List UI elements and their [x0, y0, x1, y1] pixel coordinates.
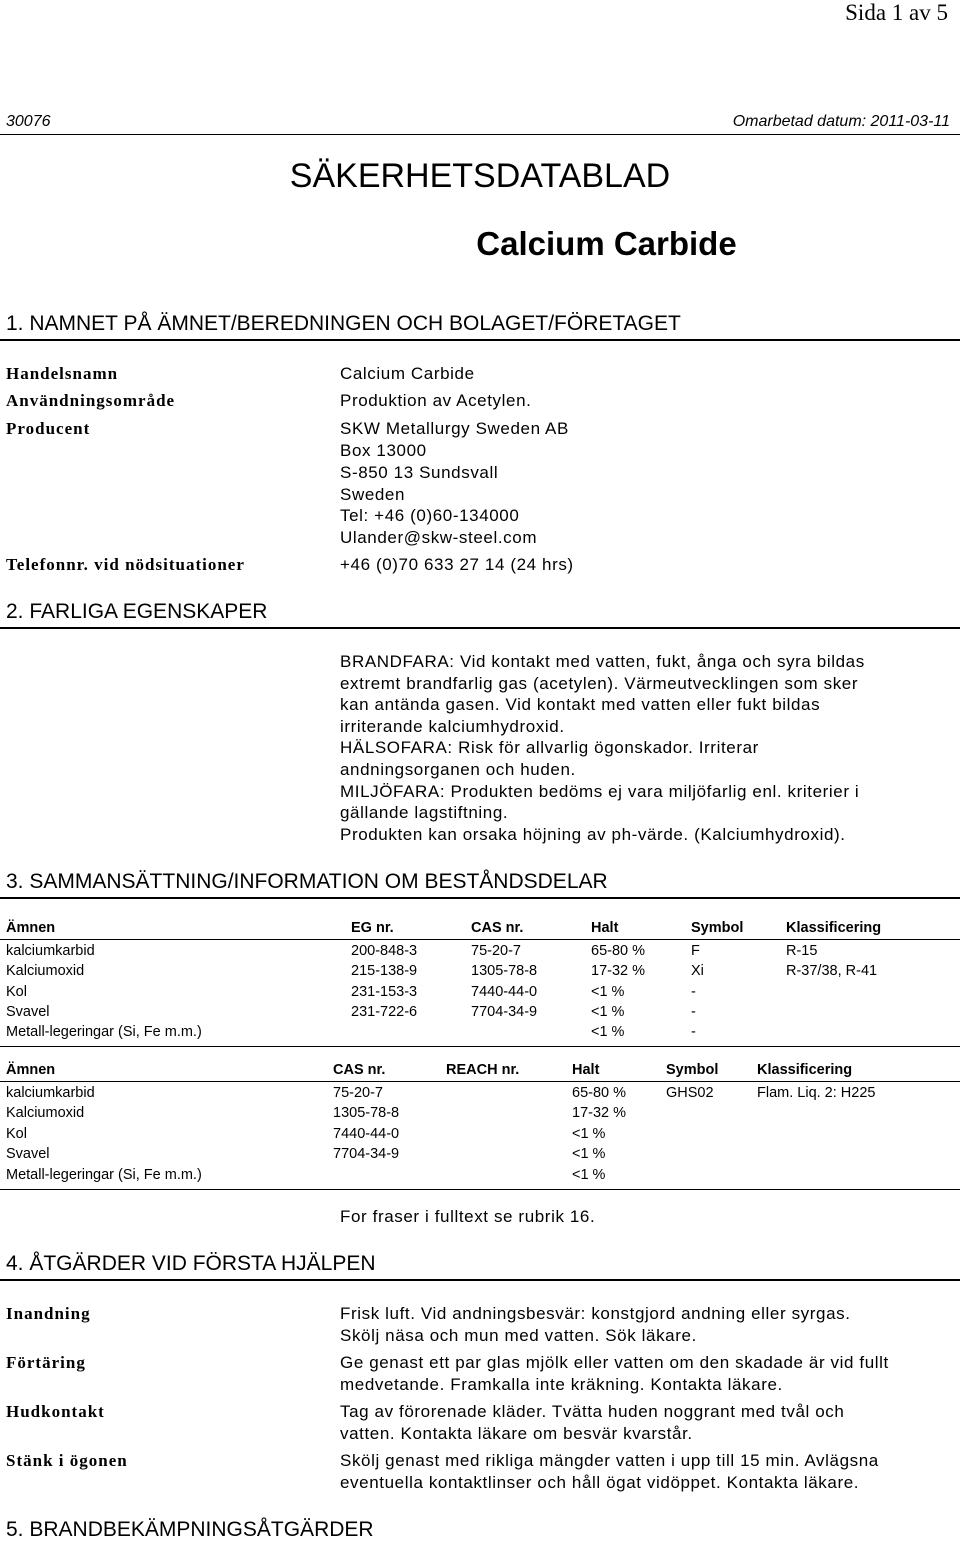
producer-company: SKW Metallurgy Sweden AB [340, 419, 569, 438]
hazard-line: andningsorganen och huden. [340, 760, 576, 779]
section4-heading: 4. ÅTGÄRDER VID FÖRSTA HJÄLPEN [6, 1252, 376, 1275]
table-header-cell: Ämnen [6, 920, 56, 936]
hazard-line: MILJÖFARA: Produkten bedöms ej vara miljöfarlig enl. kriterier i [340, 782, 860, 801]
table-cell: R-15 [786, 943, 818, 959]
value-emergency-phone: +46 (0)70 633 27 14 (24 hrs) [340, 555, 574, 574]
table-cell: <1 % [591, 1024, 625, 1040]
table-cell: GHS02 [666, 1085, 714, 1101]
section4-divider [0, 1279, 960, 1281]
producer-email: Ulander@skw-steel.com [340, 528, 538, 547]
section2-heading: 2. FARLIGA EGENSKAPER [6, 600, 268, 623]
hazard-line: Produkten kan orsaka höjning av ph-värde. (Kalciumhydroxid). [340, 825, 846, 844]
table-header-cell: Ämnen [6, 1062, 56, 1078]
table-cell: 1305-78-8 [471, 963, 538, 979]
phrases-note: For fraser i fulltext se rubrik 16. [340, 1207, 596, 1226]
table-cell: 7440-44-0 [471, 984, 538, 1000]
value-trade-name: Calcium Carbide [340, 364, 475, 383]
table-cell: 17-32 % [572, 1105, 627, 1121]
label-skin-contact: Hudkontakt [6, 1402, 105, 1421]
table-cell: Flam. Liq. 2: H225 [757, 1085, 876, 1101]
table-cell: 215-138-9 [351, 963, 418, 979]
table-cell: Kol [6, 984, 27, 1000]
section3-divider [0, 897, 960, 899]
table-cell: <1 % [591, 984, 625, 1000]
hazard-line: irriterande kalciumhydroxid. [340, 717, 565, 736]
table-bottom-divider [0, 1046, 960, 1047]
table-header-cell: REACH nr. [446, 1062, 520, 1078]
first-aid-text: Ge genast ett par glas mjölk eller vatten om den skadade är vid fullt [340, 1353, 889, 1372]
label-eye-contact: Stänk i ögonen [6, 1451, 128, 1470]
document-number: 30076 [6, 113, 51, 130]
table-header-cell: Symbol [666, 1062, 719, 1078]
producer-box: Box 13000 [340, 441, 427, 460]
hazard-line: HÄLSOFARA: Risk för allvarlig ögonskador. Irriterar [340, 738, 759, 757]
section3-heading: 3. SAMMANSÄTTNING/INFORMATION OM BESTÅNDSDELAR [6, 870, 608, 893]
table-cell: 75-20-7 [471, 943, 521, 959]
page-number: Sida 1 av 5 [845, 0, 948, 25]
section1-heading: 1. NAMNET PÅ ÄMNET/BEREDNINGEN OCH BOLAGET/FÖRETAGET [6, 312, 681, 335]
table-cell: Kalciumoxid [6, 1105, 85, 1121]
hazard-line: BRANDFARA: Vid kontakt med vatten, fukt, ånga och syra bildas [340, 652, 865, 671]
table-header-cell: Symbol [691, 920, 744, 936]
document-title: SÄKERHETSDATABLAD [289, 157, 671, 195]
table-cell: 17-32 % [591, 963, 646, 979]
label-ingestion: Förtäring [6, 1353, 86, 1372]
value-use-area: Produktion av Acetylen. [340, 391, 532, 410]
producer-country: Sweden [340, 485, 406, 504]
first-aid-text: Tag av förorenade kläder. Tvätta huden noggrant med tvål och [340, 1402, 845, 1421]
header-divider [0, 134, 960, 135]
first-aid-text: eventuella kontaktlinser och håll ögat vidöppet. Kontakta läkare. [340, 1473, 860, 1492]
table-cell: 75-20-7 [333, 1085, 383, 1101]
table-cell: Metall-legeringar (Si, Fe m.m.) [6, 1167, 202, 1183]
table-cell: kalciumkarbid [6, 1085, 95, 1101]
hazard-line: kan antända gasen. Vid kontakt med vatten eller fukt bildas [340, 695, 821, 714]
table-cell: - [691, 984, 696, 1000]
section2-divider [0, 627, 960, 629]
label-trade-name: Handelsnamn [6, 364, 119, 383]
table-cell: 7440-44-0 [333, 1126, 400, 1142]
table-header-cell: Halt [572, 1062, 600, 1078]
table-cell: Metall-legeringar (Si, Fe m.m.) [6, 1024, 202, 1040]
table-cell: 231-153-3 [351, 984, 418, 1000]
hazard-line: gällande lagstiftning. [340, 803, 509, 822]
label-inhalation: Inandning [6, 1304, 91, 1323]
table-cell: 65-80 % [572, 1085, 627, 1101]
table-cell: 231-722-6 [351, 1004, 418, 1020]
table-header-cell: CAS nr. [471, 920, 524, 936]
label-producer: Producent [6, 419, 91, 438]
table-header-divider [0, 939, 960, 940]
section5-heading: 5. BRANDBEKÄMPNINGSÅTGÄRDER [6, 1518, 374, 1541]
hazard-line: extremt brandfarlig gas (acetylen). Värmeutvecklingen som sker [340, 674, 859, 693]
table-cell: Svavel [6, 1004, 50, 1020]
table-cell: 7704-34-9 [471, 1004, 538, 1020]
table-cell: <1 % [572, 1146, 606, 1162]
label-emergency-phone: Telefonnr. vid nödsituationer [6, 555, 245, 574]
first-aid-text: Frisk luft. Vid andningsbesvär: konstgjord andning eller syrgas. [340, 1304, 851, 1323]
first-aid-text: vatten. Kontakta läkare om besvär kvarstår. [340, 1424, 693, 1443]
producer-city: S-850 13 Sundsvall [340, 463, 499, 482]
first-aid-text: Skölj genast med rikliga mängder vatten i upp till 15 min. Avlägsna [340, 1451, 879, 1470]
label-use-area: Användningsområde [6, 391, 176, 410]
first-aid-text: Skölj näsa och mun med vatten. Sök läkare. [340, 1326, 697, 1345]
table-header-cell: CAS nr. [333, 1062, 386, 1078]
table-header-cell: Klassificering [786, 920, 882, 936]
table-cell: 65-80 % [591, 943, 646, 959]
table-cell: F [691, 943, 700, 959]
table-cell: - [691, 1004, 696, 1020]
table-cell: <1 % [572, 1167, 606, 1183]
table-header-cell: Klassificering [757, 1062, 853, 1078]
section1-divider [0, 339, 960, 341]
table-cell: Svavel [6, 1146, 50, 1162]
revision-date: Omarbetad datum: 2011-03-11 [732, 113, 950, 130]
table-cell: - [691, 1024, 696, 1040]
table-header-cell: EG nr. [351, 920, 394, 936]
table-cell: <1 % [572, 1126, 606, 1142]
table-cell: Xi [691, 963, 704, 979]
table-cell: kalciumkarbid [6, 943, 95, 959]
producer-phone: Tel: +46 (0)60-134000 [340, 506, 520, 525]
table-cell: 200-848-3 [351, 943, 418, 959]
table-header-cell: Halt [591, 920, 619, 936]
table-cell: Kalciumoxid [6, 963, 85, 979]
table-cell: R-37/38, R-41 [786, 963, 878, 979]
table-cell: 1305-78-8 [333, 1105, 400, 1121]
table-header-divider [0, 1081, 960, 1082]
table-cell: 7704-34-9 [333, 1146, 400, 1162]
product-title: Calcium Carbide [476, 225, 737, 262]
table-cell: <1 % [591, 1004, 625, 1020]
table-cell: Kol [6, 1126, 27, 1142]
table-bottom-divider [0, 1189, 960, 1190]
first-aid-text: medvetande. Framkalla inte kräkning. Kontakta läkare. [340, 1375, 783, 1394]
